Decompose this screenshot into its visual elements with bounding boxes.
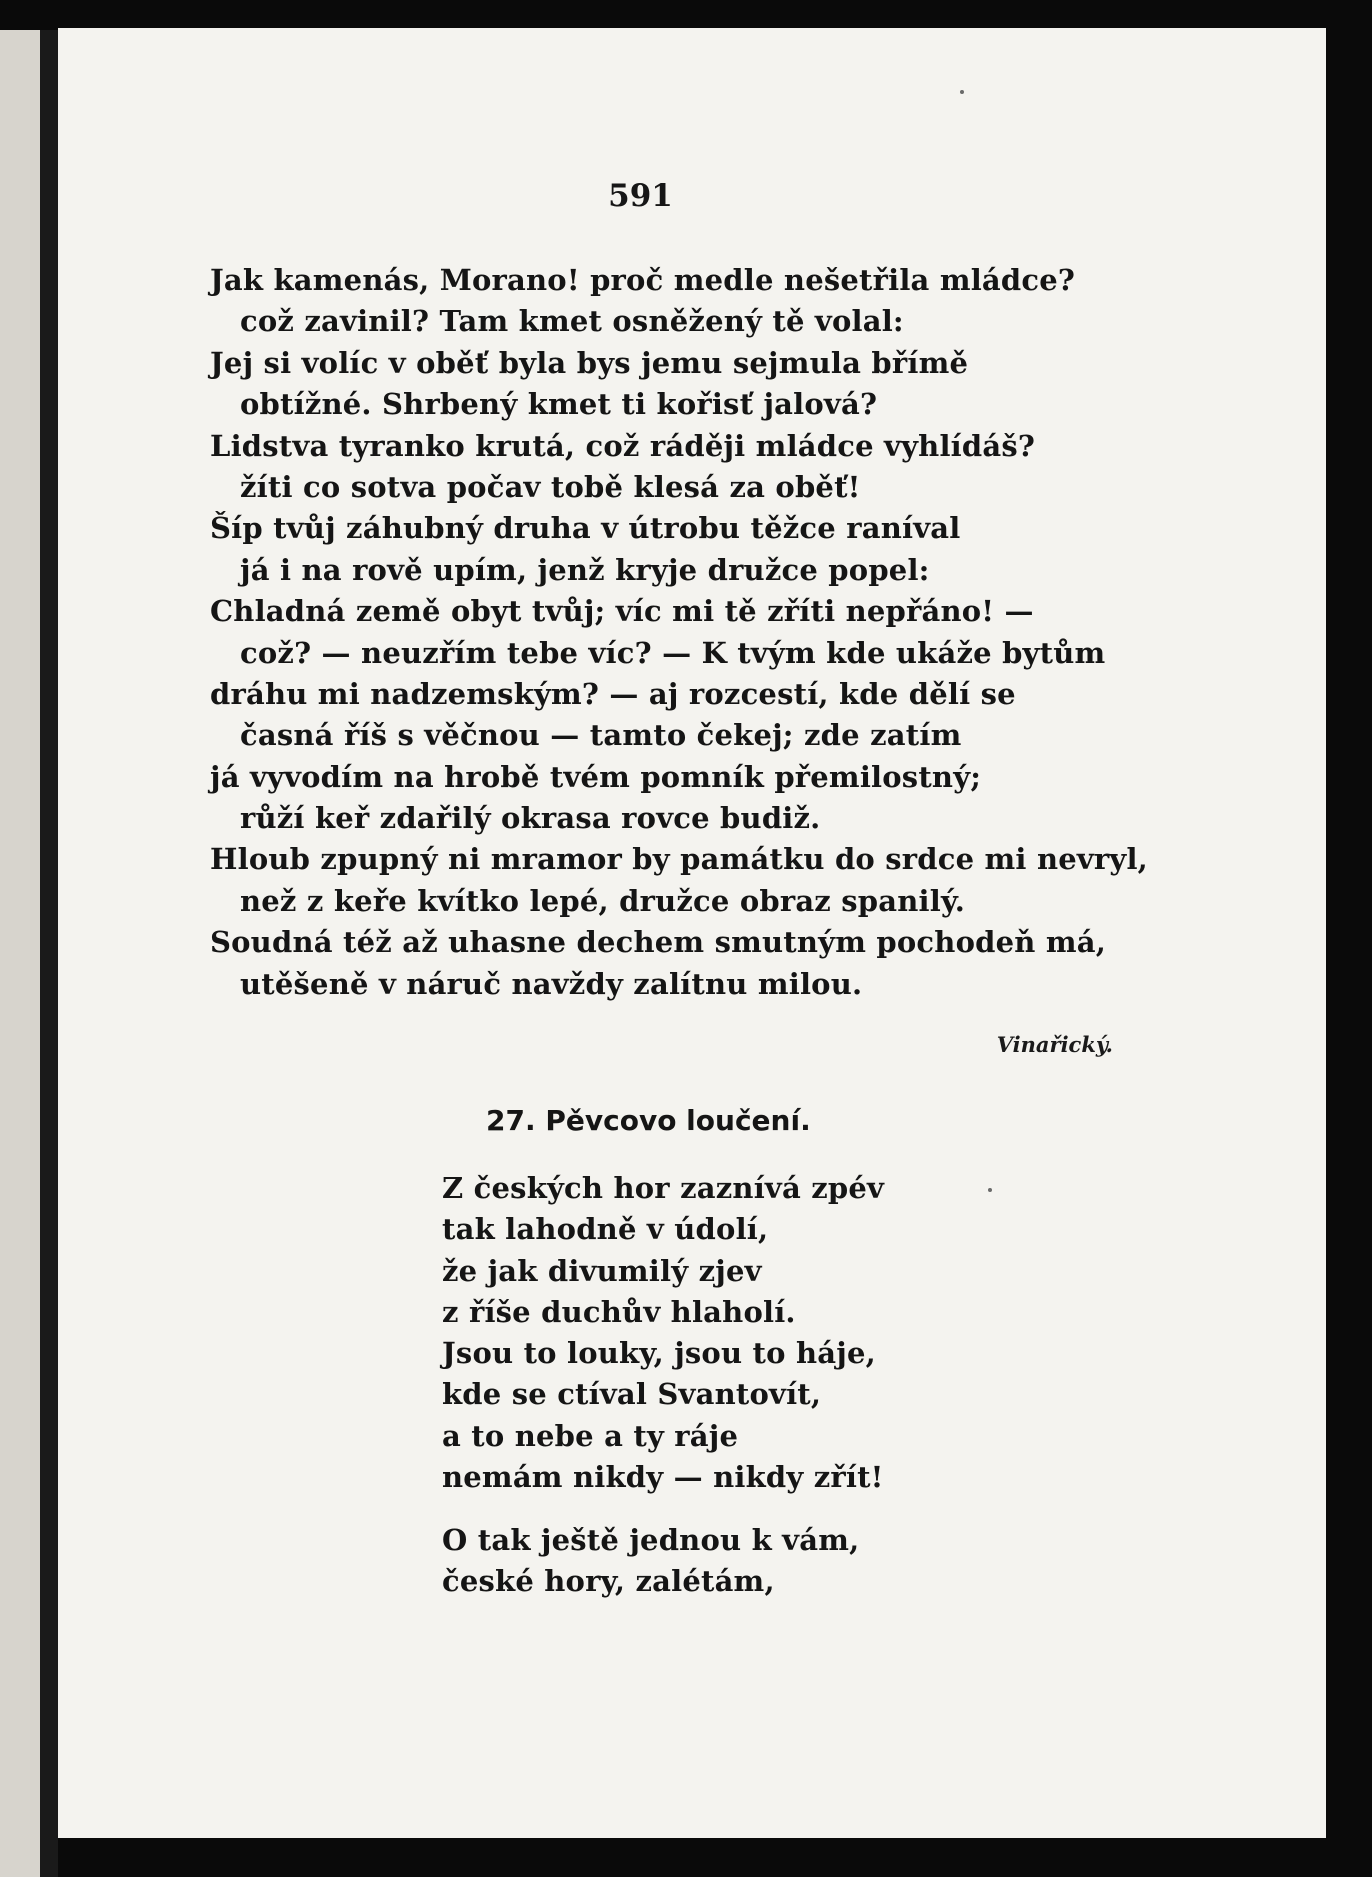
stanza-line: tak lahodně v údolí, [442,1212,769,1247]
poem-line: žíti co sotva počav tobě klesá za oběť! [240,469,861,504]
poem-line: Jej si volíc v oběť byla bys jemu sejmula břímě [210,345,969,380]
poem-line: což zavinil? Tam kmet osněžený tě volal: [240,304,904,339]
author-signature: Vinařický. [996,1032,1113,1057]
adjacent-page-edge [0,30,40,1877]
stanza-line: kde se ctíval Svantovít, [442,1377,822,1412]
stanza-line: O tak ještě jednou k vám, [442,1523,860,1557]
poem-line: růží keř zdařilý okrasa rovce budiž. [240,801,821,836]
section-title: 27. Pěvcovo loučení. [486,1104,811,1137]
stanza-line: české hory, zalétám, [442,1564,775,1599]
stanza-line: že jak divumilý zjev [442,1253,762,1288]
stanza-line: Z českých hor zaznívá zpév [442,1171,885,1205]
poem-line: Soudná též až uhasne dechem smutným pochodeň má, [210,925,1106,960]
stanza-line: z říše duchův hlaholí. [442,1294,796,1329]
poem-line: Šíp tvůj záhubný druha v útrobu těžce raníval [210,511,961,546]
poem-line: Hloub zpupný ni mramor by památku do srdce mi nevryl, [210,842,1148,877]
poem-line: Jak kamenás, Morano! proč medle nešetřila mládce? [210,263,1076,297]
poem-line: což? — neuzřím tebe víc? — K tvým kde ukáže bytům [240,635,1106,670]
book-page [58,28,1326,1838]
stanza-two [442,1520,1142,1603]
poem-line: než z keře kvítko lepé, družce obraz spanilý. [240,883,966,918]
poem-line: já i na rově upím, jenž kryje družce popel: [240,552,930,587]
binding-shadow [40,30,58,1877]
poem-line: já vyvodím na hrobě tvém pomník přemilostný; [210,759,982,794]
stanza-one [442,1168,1142,1498]
poem-line: Lidstva tyranko krutá, což ráději mládce vyhlídáš? [210,428,1036,463]
poem-line: obtížné. Shrbený kmet ti kořisť jalová? [240,387,878,422]
paper-speck [960,90,964,94]
page-number: 591 [608,178,673,214]
poem-line: utěšeně v náruč navždy zalítnu milou. [240,966,863,1001]
stanza-line: Jsou to louky, jsou to háje, [442,1336,876,1371]
stanza-line: a to nebe a ty ráje [442,1418,739,1453]
poem-body [210,260,1200,1005]
stanza-line: nemám nikdy — nikdy zřít! [442,1460,884,1495]
poem-line: časná říš s věčnou — tamto čekej; zde zatím [240,718,962,753]
poem-line: dráhu mi nadzemským? — aj rozcestí, kde dělí se [210,676,1016,711]
poem-line: Chladná země obyt tvůj; víc mi tě zříti nepřáno! — [210,594,1034,629]
